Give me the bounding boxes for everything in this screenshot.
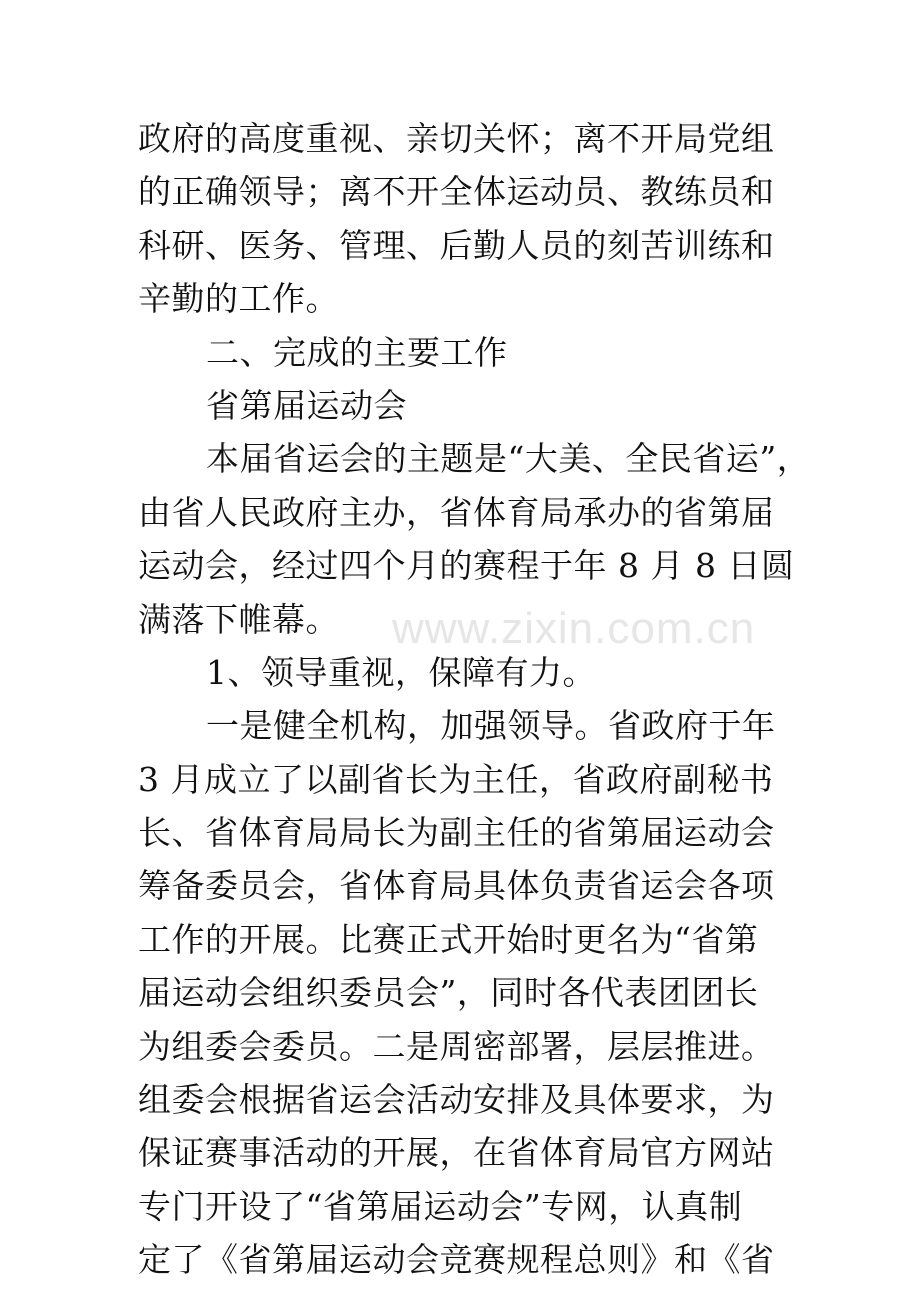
text-line: 满落下帷幕。 [138, 599, 339, 639]
text-line: 的正确领导；离不开全体运动员、教练员和 [138, 172, 775, 212]
text-line: 政府的高度重视、亲切关怀；离不开局党组 [138, 119, 775, 158]
text-line: 长、省体育局局长为副主任的省第届运动会 [138, 813, 775, 853]
text-line: 专门开设了“省第届运动会”专网，认真制 [138, 1186, 743, 1226]
text-line: 本届省运会的主题是“大美、全民省运”， [206, 439, 811, 479]
section-heading: 二、完成的主要工作 [206, 332, 508, 372]
watermark: www.zixin.com.cn [392, 604, 756, 653]
text-line: 定了《省第届运动会竞赛规程总则》和《省 [138, 1240, 775, 1280]
text-line: 辛勤的工作。 [138, 279, 339, 319]
text-line: 一是健全机构，加强领导。省政府于年 [206, 706, 776, 746]
text-line: 为组委会委员。二是周密部署，层层推进。 [138, 1026, 775, 1066]
text-line: 由省人民政府主办，省体育局承办的省第届 [138, 492, 775, 532]
numbered-heading: 1、领导重视，保障有力。 [206, 652, 596, 692]
document-page [138, 112, 811, 1287]
text-line: 工作的开展。比赛正式开始时更名为“省第 [138, 919, 759, 959]
text-line: 届运动会组织委员会”，同时各代表团团长 [138, 973, 759, 1013]
text-line: 3 月成立了以副省长为主任，省政府副秘书 [138, 759, 774, 799]
text-line: 筹备委员会，省体育局具体负责省运会各项 [138, 866, 775, 906]
subsection-heading: 省第届运动会 [206, 385, 407, 425]
text-line: 科研、医务、管理、后勤人员的刻苦训练和 [138, 225, 775, 265]
text-line: 保证赛事活动的开展，在省体育局官方网站 [138, 1133, 775, 1173]
text-line: 组委会根据省运会活动安排及具体要求，为 [138, 1080, 775, 1120]
text-line: 运动会，经过四个月的赛程于年 8 月 8 日圆 [138, 546, 795, 586]
